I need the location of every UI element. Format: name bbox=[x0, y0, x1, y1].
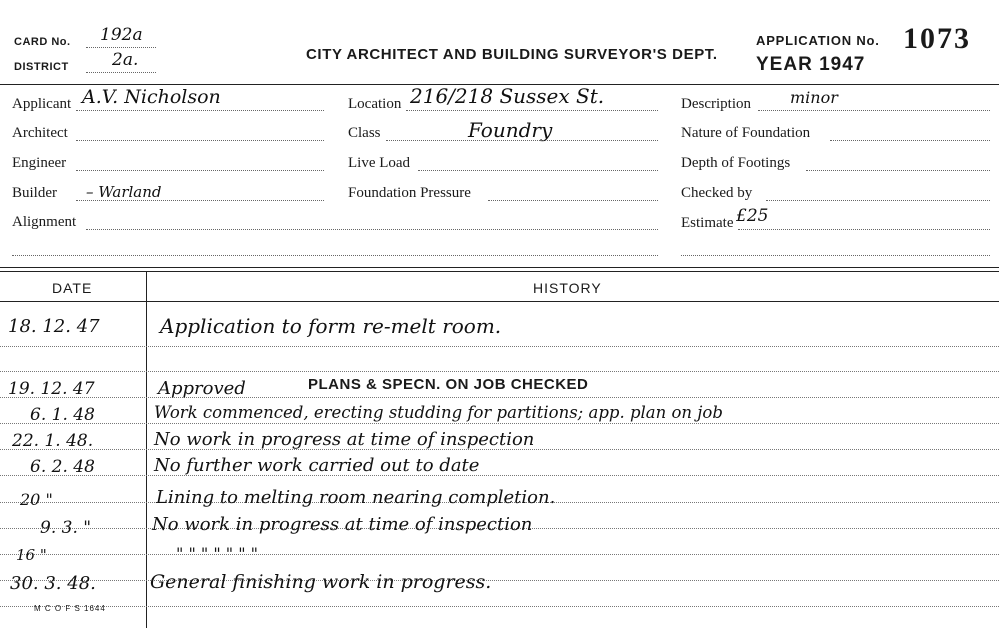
foundation-pressure-line bbox=[488, 200, 658, 201]
live-load-label: Live Load bbox=[348, 155, 411, 171]
row-entry: General finishing work in progress. bbox=[150, 571, 492, 593]
application-label: APPLICATION No. bbox=[756, 33, 880, 48]
row-entry: No work in progress at time of inspection bbox=[154, 429, 535, 450]
row-entry: Work commenced, erecting studding for partitions; app. plan on job bbox=[154, 403, 723, 422]
row-date: 16 " bbox=[16, 546, 47, 564]
row-date: 6. 2. 48 bbox=[30, 457, 95, 477]
builder-line bbox=[76, 200, 324, 201]
history-column-header: HISTORY bbox=[533, 280, 602, 296]
card-number-line bbox=[86, 47, 156, 48]
date-column-header: DATE bbox=[52, 280, 93, 296]
depth-of-footings-label: Depth of Footings bbox=[681, 155, 791, 171]
ruled-line bbox=[0, 475, 999, 476]
checked-by-line bbox=[766, 200, 990, 201]
table-header-rule bbox=[0, 301, 999, 302]
description-label: Description bbox=[681, 96, 751, 112]
card-number-value: 192a bbox=[100, 25, 143, 45]
row-entry: Lining to melting room nearing completion. bbox=[156, 487, 556, 508]
estimate-label: Estimate bbox=[681, 215, 734, 231]
location-line bbox=[406, 110, 658, 111]
applicant-value: A.V. Nicholson bbox=[82, 86, 221, 108]
location-label: Location bbox=[348, 96, 402, 112]
district-line bbox=[86, 72, 156, 73]
architect-label: Architect bbox=[12, 125, 68, 141]
location-value: 216/218 Sussex St. bbox=[410, 84, 605, 108]
applicant-line bbox=[76, 110, 324, 111]
nature-of-foundation-line bbox=[830, 140, 990, 141]
engineer-line bbox=[76, 170, 324, 171]
ruled-line bbox=[0, 554, 999, 555]
applicant-label: Applicant bbox=[12, 96, 72, 112]
class-label: Class bbox=[348, 125, 381, 141]
application-number: 1073 bbox=[903, 22, 971, 55]
table-top-rule bbox=[0, 267, 999, 268]
row-date: 9. 3. " bbox=[40, 518, 92, 538]
ruled-line bbox=[0, 397, 999, 398]
description-value: minor bbox=[790, 88, 838, 107]
row-entry: No further work carried out to date bbox=[154, 455, 480, 476]
builder-value: – Warland bbox=[86, 183, 162, 201]
card-number-label: CARD No. bbox=[14, 36, 71, 48]
class-value: Foundry bbox=[468, 118, 553, 142]
row-date: 20 " bbox=[20, 490, 53, 509]
spare-line bbox=[12, 255, 658, 256]
district-value: 2a. bbox=[112, 50, 139, 70]
description-line bbox=[758, 110, 990, 111]
table-top-rule-2 bbox=[0, 271, 999, 272]
nature-of-foundation-label: Nature of Foundation bbox=[681, 125, 811, 141]
alignment-label: Alignment bbox=[12, 214, 77, 230]
plans-checked-stamp: PLANS & SPECN. ON JOB CHECKED bbox=[308, 376, 589, 393]
row-date: 6. 1. 48 bbox=[30, 405, 95, 425]
class-line bbox=[386, 140, 658, 141]
row-date: 22. 1. 48. bbox=[12, 431, 94, 451]
ruled-line bbox=[0, 371, 999, 372]
row-entry: Approved bbox=[158, 378, 246, 399]
date-column-divider bbox=[146, 272, 147, 628]
architect-line bbox=[76, 140, 324, 141]
department-title: CITY ARCHITECT AND BUILDING SURVEYOR'S DEPT. bbox=[306, 46, 718, 63]
row-entry: " " " " " " " bbox=[176, 544, 259, 563]
district-label: DISTRICT bbox=[14, 61, 69, 73]
checked-by-label: Checked by bbox=[681, 185, 753, 201]
builder-label: Builder bbox=[12, 185, 57, 201]
row-entry: Application to form re-melt room. bbox=[160, 314, 502, 338]
estimate-value: £25 bbox=[736, 206, 769, 226]
depth-of-footings-line bbox=[806, 170, 990, 171]
engineer-label: Engineer bbox=[12, 155, 67, 171]
ruled-line bbox=[0, 346, 999, 347]
estimate-line bbox=[738, 229, 990, 230]
row-date: 18. 12. 47 bbox=[8, 316, 100, 337]
year-label: YEAR 1947 bbox=[756, 54, 866, 75]
alignment-line bbox=[86, 229, 658, 230]
foundation-pressure-label: Foundation Pressure bbox=[348, 185, 471, 201]
ruled-line bbox=[0, 606, 999, 607]
live-load-line bbox=[418, 170, 658, 171]
row-entry: No work in progress at time of inspection bbox=[152, 514, 533, 535]
form-code: M C O F S 1644 bbox=[34, 604, 106, 613]
spare-line-right bbox=[681, 255, 990, 256]
row-date: 19. 12. 47 bbox=[8, 379, 95, 399]
ruled-line bbox=[0, 423, 999, 424]
row-date: 30. 3. 48. bbox=[10, 573, 96, 594]
